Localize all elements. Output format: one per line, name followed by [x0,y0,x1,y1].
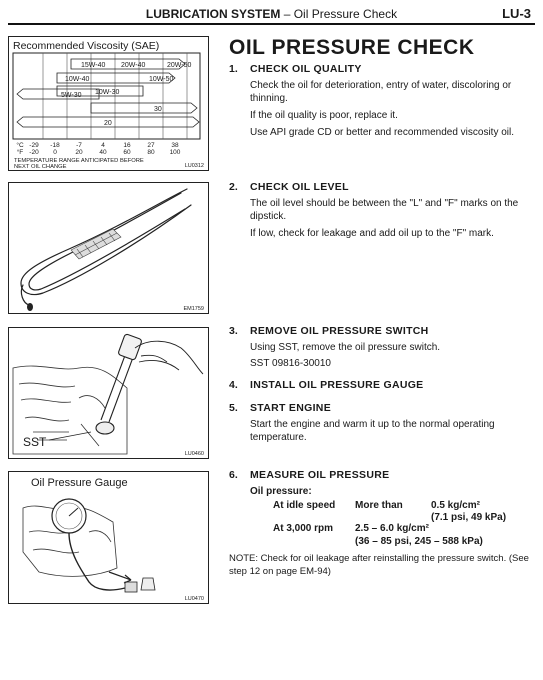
fahrenheit-tick: 80 [147,149,155,156]
dipstick-illustration [9,183,208,313]
temperature-scale [16,141,180,156]
oil-pressure-label: Oil pressure: [250,486,312,497]
fahrenheit-tick: 100 [169,149,181,156]
header-subtitle: Oil Pressure Check [293,7,398,21]
section-title: OIL PRESSURE CHECK [229,36,475,59]
step-number: 6. [229,469,238,481]
rpm-pressure-value: 2.5 – 6.0 kg/cm² [355,523,429,534]
celsius-tick: 27 [147,142,155,149]
celsius-tick: 38 [171,142,179,149]
celsius-unit: °C [16,142,24,149]
grade-label: 30 [154,106,162,113]
grade-label: 10W-40 [65,76,90,83]
step-number: 3. [229,325,238,337]
idle-pressure-value: 0.5 kg/cm² [431,500,480,511]
viscosity-bar-30 [91,103,197,113]
celsius-tick: 4 [101,142,105,149]
header-section: LUBRICATION SYSTEM [145,7,281,21]
viscosity-label: Recommended Viscosity (SAE) [13,40,160,52]
fahrenheit-tick: 60 [123,149,131,156]
viscosity-caption-line2: NEXT OIL CHANGE [14,164,67,170]
step-5-paragraph: Start the engine and warm it up to the normal operating temperature. [250,419,495,443]
header-separator: – [280,7,294,21]
grade-label: 20W-40 [121,62,146,69]
step-heading: MEASURE OIL PRESSURE [250,469,390,481]
celsius-tick: -29 [29,142,39,149]
fahrenheit-tick: -20 [29,149,39,156]
fahrenheit-unit: °F [16,149,24,156]
grade-label: 20W-50 [167,62,192,69]
hand-sketch [135,341,203,374]
grade-label: 15W-40 [81,62,106,69]
step-1-paragraph: If the oil quality is poor, replace it. [250,110,398,121]
dipstick-figure-code: EM1759 [183,306,204,312]
grade-label: 10W-50 [149,76,174,83]
sst-wrench [96,334,142,434]
switch-illustration [9,328,208,458]
celsius-tick: -7 [76,142,82,149]
celsius-tick: -18 [50,142,60,149]
grade-label: 10W-30 [95,89,120,96]
step-heading: CHECK OIL LEVEL [250,181,349,193]
step-2-paragraph: The oil level should be between the "L" and "F" marks on the dipstick. [250,198,519,222]
sst-leader-line [49,432,91,440]
gauge-label: Oil Pressure Gauge [31,477,128,489]
idle-speed-label: At idle speed [273,500,336,511]
rpm-label: At 3,000 rpm [273,523,334,534]
pressure-switch-part [141,578,155,590]
grade-label: 5W-30 [61,92,82,99]
fahrenheit-tick: 20 [75,149,83,156]
viscosity-figure-code: LU0312 [184,163,204,169]
fahrenheit-tick: 40 [99,149,107,156]
rpm-pressure-value-alt: (36 – 85 psi, 245 – 588 kPa) [355,536,483,547]
step-1-paragraph: Check the oil for deterioration, entry of water, discoloring or thinning. [250,80,512,104]
step-number: 5. [229,402,238,414]
gauge-fitting [125,582,137,592]
step-number: 4. [229,379,238,391]
page-code: LU-3 [502,6,531,21]
step-1-paragraph: Use API grade CD or better and recommended viscosity oil. [250,127,515,138]
header-rule [8,23,535,25]
step-2-paragraph: If low, check for leakage and add oil up to the "F" mark. [250,228,494,239]
step-3-sst-number: SST 09816-30010 [250,358,331,369]
viscosity-bar-5w30 [17,89,99,99]
step-3-paragraph: Using SST, remove the oil pressure switch. [250,342,441,353]
step-heading: REMOVE OIL PRESSURE SWITCH [250,325,429,337]
step-6-note: NOTE: Check for oil leakage after reinstalling the pressure switch. (See step 12 on page EM-94) [229,553,529,577]
step-heading: CHECK OIL QUALITY [250,63,362,75]
install-arrow-line [109,572,131,580]
switch-figure [8,327,209,459]
step-number: 2. [229,181,238,193]
gauge-illustration [9,472,208,603]
step-heading: INSTALL OIL PRESSURE GAUGE [250,379,424,391]
viscosity-figure [8,36,209,171]
step-number: 1. [229,63,238,75]
fahrenheit-tick: 0 [53,149,57,156]
viscosity-chart [9,37,208,170]
page-header [0,0,543,28]
sst-label: SST [23,435,47,449]
grade-label: 20 [104,120,112,127]
header-title [0,7,543,21]
step-heading: START ENGINE [250,402,331,414]
idle-condition: More than [355,500,403,511]
oil-drop [27,303,33,311]
gauge-figure-code: LU0470 [184,596,204,602]
dipstick-mark-zone [71,229,121,259]
celsius-tick: 16 [123,142,131,149]
viscosity-caption-line1: TEMPERATURE RANGE ANTICIPATED BEFORE [14,158,144,164]
dipstick-figure [8,182,209,314]
switch-figure-code: LU0460 [184,451,204,457]
idle-pressure-value-alt: (7.1 psi, 49 kPa) [431,512,507,523]
gauge-figure [8,471,209,604]
